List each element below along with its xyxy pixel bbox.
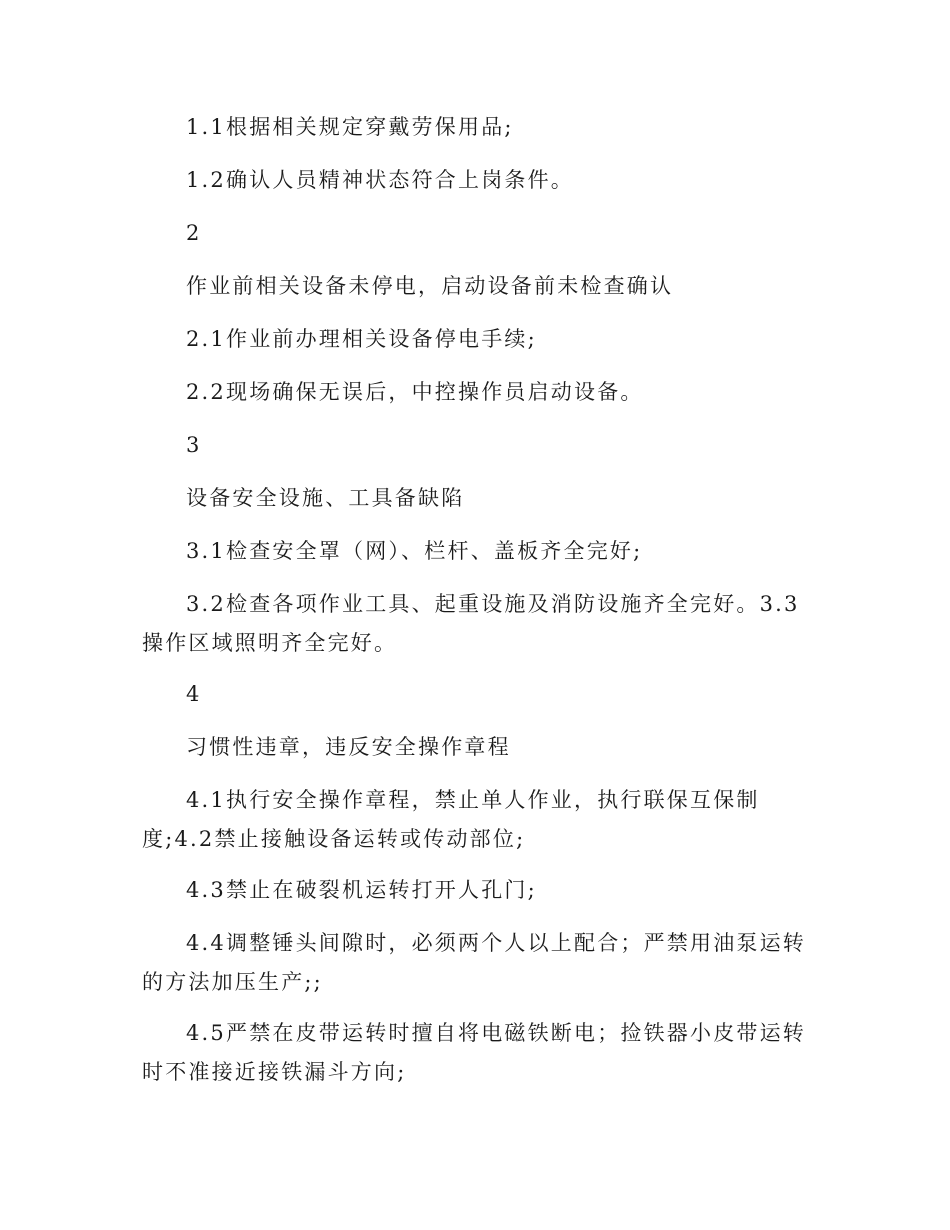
paragraph-1-1: 1.1根据相关规定穿戴劳保用品;: [186, 115, 514, 139]
paragraph-4-4: 4.4调整锤头间隙时，必须两个人以上配合；严禁用油泵运转的方法加压生产;;: [142, 931, 806, 994]
paragraph-3-1: 3.1检查安全罩（网）、栏杆、盖板齐全完好;: [186, 539, 643, 563]
paragraph-2-2: 2.2现场确保无误后，中控操作员启动设备。: [186, 380, 644, 404]
paragraph-4-3: 4.3禁止在破裂机运转打开人孔门;: [186, 878, 537, 902]
section-number-2: 2: [186, 221, 200, 245]
section-heading-2: 作业前相关设备未停电，启动设备前未检查确认: [186, 274, 674, 298]
section-heading-4: 习惯性违章，违反安全操作章程: [186, 735, 511, 759]
paragraph-1-2: 1.2确认人员精神状态符合上岗条件。: [186, 168, 574, 192]
paragraph-4-1: 4.1执行安全操作章程，禁止单人作业，执行联保互保制度;4.2禁止接触设备运转或传动部位;: [142, 788, 760, 851]
paragraph-2-1: 2.1作业前办理相关设备停电手续;: [186, 327, 537, 351]
section-number-4: 4: [186, 682, 200, 706]
paragraph-3-2: 3.2检查各项作业工具、起重设施及消防设施齐全完好。3.3操作区域照明齐全完好。: [142, 592, 800, 655]
paragraph-4-5: 4.5严禁在皮带运转时擅自将电磁铁断电；捡铁器小皮带运转时不准接近接铁漏斗方向;: [142, 1021, 806, 1084]
section-number-3: 3: [186, 433, 200, 457]
section-heading-3: 设备安全设施、工具备缺陷: [186, 486, 465, 510]
